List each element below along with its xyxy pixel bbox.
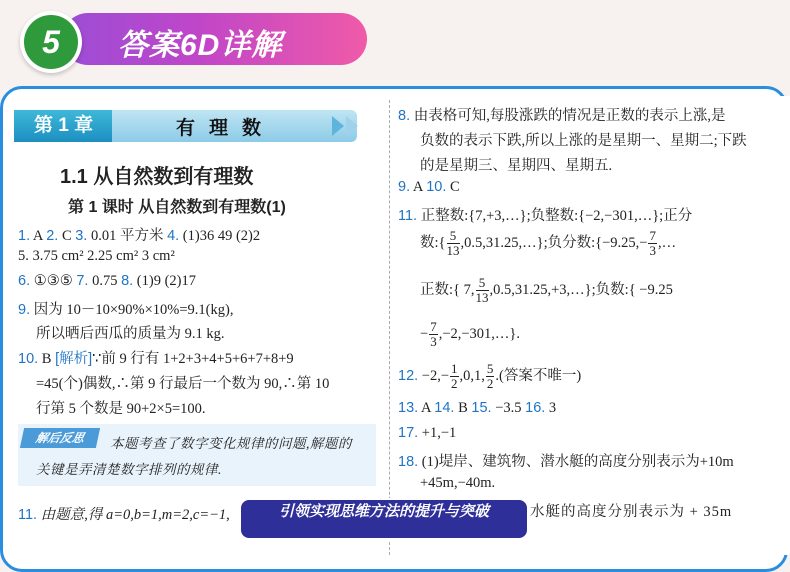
answer-line: =45(个)偶数,∴第 9 行最后一个数为 90,∴第 10 — [36, 376, 330, 392]
answer-line: 9. 因为 10－10×90%×10%=9.1(kg), — [18, 302, 234, 318]
answer-line: 10. B [解析]∵前 9 行有 1+2+3+4+5+6+7+8+9 — [18, 351, 294, 367]
fraction: $\frac{5}{13}$ — [446, 228, 460, 258]
answer-line: 11. 正整数:{7,+3,…};负整数:{−2,−301,…};正分 — [398, 208, 693, 224]
header-title: 答案6D详解 — [118, 29, 283, 62]
badge-number: 5 — [24, 15, 78, 69]
reflection-text: 本题考查了数字变化规律的问题,解题的 — [110, 436, 352, 451]
lesson-title: 第 1 课时 从自然数到有理数(1) — [68, 199, 286, 216]
answer-line: 数:{ $\frac{5}{13}$ ,0.5,31.25,…};负分数:{−9.25,− $\frac{7}{3}$ ,… — [420, 228, 677, 258]
chapter-tab: 第 1 章 — [14, 110, 112, 142]
section-title: 1.1 从自然数到有理数 — [60, 166, 254, 188]
answer-line: 1. A 2. C 3. 0.01 平方米 4. (1)36 49 (2)2 — [18, 228, 261, 244]
answer-line: 正数:{ 7, $\frac{5}{13}$ ,0.5,31.25,+3,…};负数:{ −9.25 — [420, 275, 673, 305]
answer-line: 9. A 10. C — [398, 179, 460, 195]
fraction: $\frac{5}{2}$ — [486, 361, 494, 391]
chapter-arrow-decoration — [332, 116, 344, 136]
answer-line: 负数的表示下跌,所以上涨的是星期一、星期二;下跌 — [420, 133, 747, 149]
chapter-arrow-decoration — [346, 116, 358, 136]
answer-line: 6. ①③⑤ 7. 0.75 8. (1)9 (2)17 — [18, 273, 196, 289]
answer-line: 18. (1)堤岸、建筑物、潜水艇的高度分别表示为+10m — [398, 454, 734, 470]
answer-line: 水艇的高度分别表示为 + 35m — [530, 504, 733, 520]
fraction: $\frac{1}{2}$ — [451, 361, 458, 391]
fraction: $\frac{7}{3}$ — [649, 228, 656, 258]
answer-line: +45m,−40m. — [420, 475, 496, 491]
answer-line: 12. −2,− $\frac{1}{2}$ ,0,1, $\frac{5}{2}$ .(答案不唯一) — [398, 361, 582, 391]
chapter-name: 有理数 — [176, 118, 276, 139]
fraction: $\frac{7}{3}$ — [430, 319, 437, 349]
answer-line: 所以晒后西瓜的质量为 9.1 kg. — [36, 326, 225, 342]
section-number-badge — [20, 11, 82, 73]
answer-line: 行第 5 个数是 90+2×5=100. — [36, 401, 206, 417]
answer-line: − $\frac{7}{3}$ ,−2,−301,…}. — [420, 319, 521, 349]
answer-line: 8. 由表格可知,每股涨跌的情况是正数的表示上涨,是 — [398, 108, 726, 124]
slogan-text: 引领实现思维方法的提升与突破 — [278, 503, 489, 520]
reflection-tag: 解后反思 — [20, 428, 100, 448]
fraction: $\frac{5}{13}$ — [475, 275, 489, 305]
column-divider — [389, 100, 390, 555]
answer-line: 11. 由题意,得 a=0,b=1,m=2,c=−1, — [18, 507, 230, 523]
answer-line: 17. +1,−1 — [398, 425, 457, 441]
reflection-text: 关键是弄清楚数字排列的规律. — [36, 462, 222, 477]
answer-line: 的是星期三、星期四、星期五. — [420, 158, 613, 174]
answer-line: 5. 3.75 cm² 2.25 cm² 3 cm² — [18, 248, 175, 264]
answer-line: 13. A 14. B 15. −3.5 16. 3 — [398, 400, 557, 416]
